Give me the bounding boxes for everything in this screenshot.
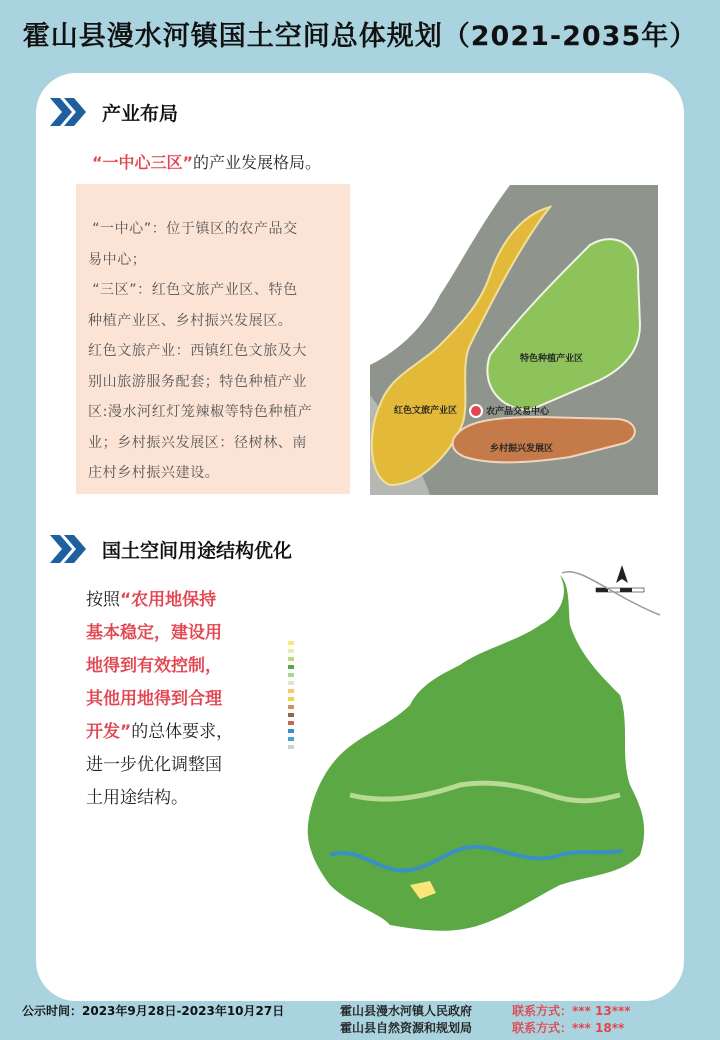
issuing-organizations xyxy=(340,1003,472,1037)
road-line xyxy=(562,572,660,615)
label-planting: 特色种植产业区 xyxy=(520,354,584,364)
township-land-area xyxy=(308,575,644,931)
body-prefix: 按照 xyxy=(86,590,120,610)
industry-layout-map xyxy=(370,185,658,495)
contact-info xyxy=(512,1003,631,1037)
label-red-tourism: 红色文旅产业区 xyxy=(394,406,458,416)
highlight-line: “农用地保持 xyxy=(120,590,217,610)
contact-line: 联系方式：*** 13*** xyxy=(512,1004,631,1018)
double-chevron-icon xyxy=(50,98,88,126)
note-line: 区:漫水河红灯笼辣椒等特色种植产 xyxy=(88,404,313,420)
subhead-highlight: “一中心三区” xyxy=(92,153,194,172)
org-line: 霍山县自然资源和规划局 xyxy=(340,1021,473,1035)
body-suffix: 的总体要求， xyxy=(131,722,234,742)
note-line: 易中心； xyxy=(88,251,147,268)
note-line: “一中心”：位于镇区的农产品交 xyxy=(92,221,298,237)
note-line: 红色文旅产业：西镇红色文旅及大 xyxy=(88,343,307,359)
industry-note-box xyxy=(76,184,350,494)
publicity-date: 公示时间：2023年9月28日-2023年10月27日 xyxy=(22,1004,285,1018)
contact-line: 联系方式：*** 18** xyxy=(512,1021,625,1035)
body-suffix: 土用途结构。 xyxy=(86,788,188,808)
highlight-line: 开发” xyxy=(86,722,132,742)
body-suffix: 进一步优化调整国 xyxy=(86,755,222,775)
note-line: 业；乡村振兴发展区：径树林、南 xyxy=(88,434,307,451)
label-revitalization: 乡村振兴发展区 xyxy=(490,444,554,454)
section1-title: 产业布局 xyxy=(102,102,179,125)
note-line: “三区”：红色文旅产业区、特色 xyxy=(92,282,298,298)
land-use-map xyxy=(270,555,666,975)
section2-header xyxy=(50,535,292,563)
highlight-line: 基本稳定，建设用 xyxy=(86,623,222,643)
highlight-line: 地得到有效控制， xyxy=(86,656,222,676)
org-line: 霍山县漫水河镇人民政府 xyxy=(340,1004,473,1018)
section2-title: 国土空间用途结构优化 xyxy=(102,539,293,562)
page-title: 霍山县漫水河镇国土空间总体规划（2021-2035年） xyxy=(22,21,698,52)
trade-center-marker xyxy=(470,405,482,417)
note-line: 庄村乡村振兴建设。 xyxy=(88,465,220,481)
north-arrow-icon xyxy=(616,565,628,583)
section1-header xyxy=(50,98,178,126)
note-line: 种植产业区、乡村振兴发展区。 xyxy=(88,312,293,329)
scale-bar xyxy=(596,588,644,592)
section1-subhead xyxy=(92,150,321,173)
label-trade-center: 农产品交易中心 xyxy=(486,407,550,417)
subhead-rest: 的产业发展格局。 xyxy=(193,153,322,172)
land-use-text xyxy=(86,584,266,815)
double-chevron-icon xyxy=(50,535,88,563)
note-line: 别山旅游服务配套；特色种植产业 xyxy=(88,373,307,390)
map-legend-icon xyxy=(288,641,294,749)
highlight-line: 其他用地得到合理 xyxy=(86,689,222,709)
